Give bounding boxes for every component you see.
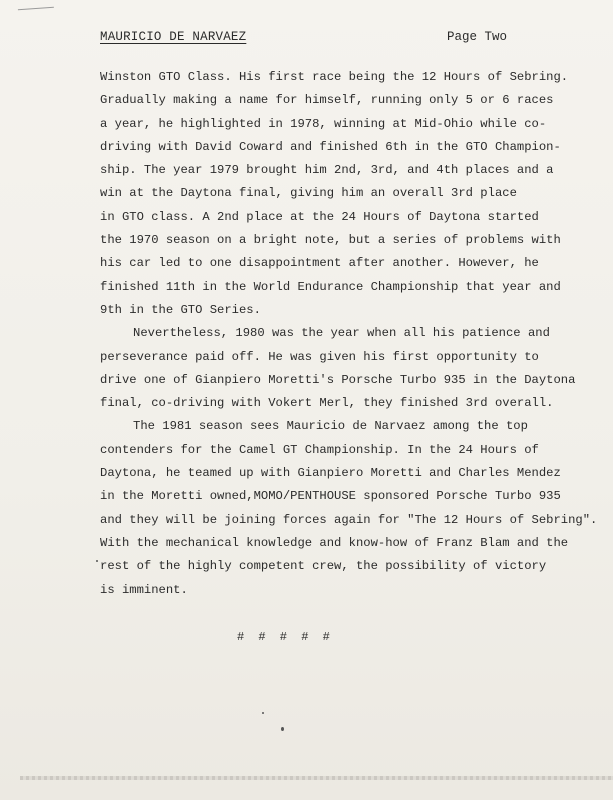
header-title: MAURICIO DE NARVAEZ bbox=[100, 30, 247, 44]
text-line: final, co-driving with Vokert Merl, they finished 3rd overall. bbox=[100, 396, 554, 411]
text-line: contenders for the Camel GT Championship. In the 24 Hours of bbox=[100, 442, 539, 457]
text-line: Nevertheless, 1980 was the year when all his patience and bbox=[133, 326, 550, 341]
text-line: in the Moretti owned,MOMO/PENTHOUSE sponsored Porsche Turbo 935 bbox=[100, 489, 561, 504]
end-marker: # # # # # bbox=[237, 630, 330, 644]
text-line: a year, he highlighted in 1978, winning at Mid-Ohio while co- bbox=[100, 116, 547, 131]
pen-mark bbox=[18, 7, 54, 14]
text-line: the 1970 season on a bright note, but a series of problems with bbox=[100, 233, 561, 248]
text-line: and they will be joining forces again for "The 12 Hours of Sebring". bbox=[100, 512, 598, 527]
text-line: driving with David Coward and finished 6th in the GTO Champion- bbox=[100, 139, 561, 154]
text-line: perseverance paid off. He was given his first opportunity to bbox=[100, 349, 539, 364]
text-line: Daytona, he teamed up with Gianpiero Moretti and Charles Mendez bbox=[100, 466, 561, 481]
text-line: With the mechanical knowledge and know-how of Franz Blam and the bbox=[100, 535, 569, 550]
text-line: win at the Daytona final, giving him an overall 3rd place bbox=[100, 186, 517, 201]
page-edge bbox=[20, 776, 613, 780]
text-line: Gradually making a name for himself, running only 5 or 6 races bbox=[100, 93, 554, 108]
text-line: is imminent. bbox=[100, 582, 188, 597]
page-number: Page Two bbox=[447, 30, 508, 44]
text-line: rest of the highly competent crew, the possibility of victory bbox=[100, 559, 547, 574]
text-line: his car led to one disappointment after another. However, he bbox=[100, 256, 539, 271]
text-line: Winston GTO Class. His first race being the 12 Hours of Sebring. bbox=[100, 70, 569, 84]
ink-speck bbox=[281, 727, 284, 731]
text-line: 9th in the GTO Series. bbox=[100, 302, 261, 317]
ink-speck bbox=[262, 712, 264, 714]
text-line: finished 11th in the World Endurance Championship that year and bbox=[100, 279, 561, 294]
body-text bbox=[100, 66, 600, 602]
text-line: in GTO class. A 2nd place at the 24 Hours of Daytona started bbox=[100, 209, 539, 224]
ink-speck bbox=[96, 560, 98, 562]
text-line: drive one of Gianpiero Moretti's Porsche Turbo 935 in the Daytona bbox=[100, 372, 576, 387]
text-line: The 1981 season sees Mauricio de Narvaez among the top bbox=[133, 419, 528, 434]
text-line: ship. The year 1979 brought him 2nd, 3rd, and 4th places and a bbox=[100, 163, 554, 178]
